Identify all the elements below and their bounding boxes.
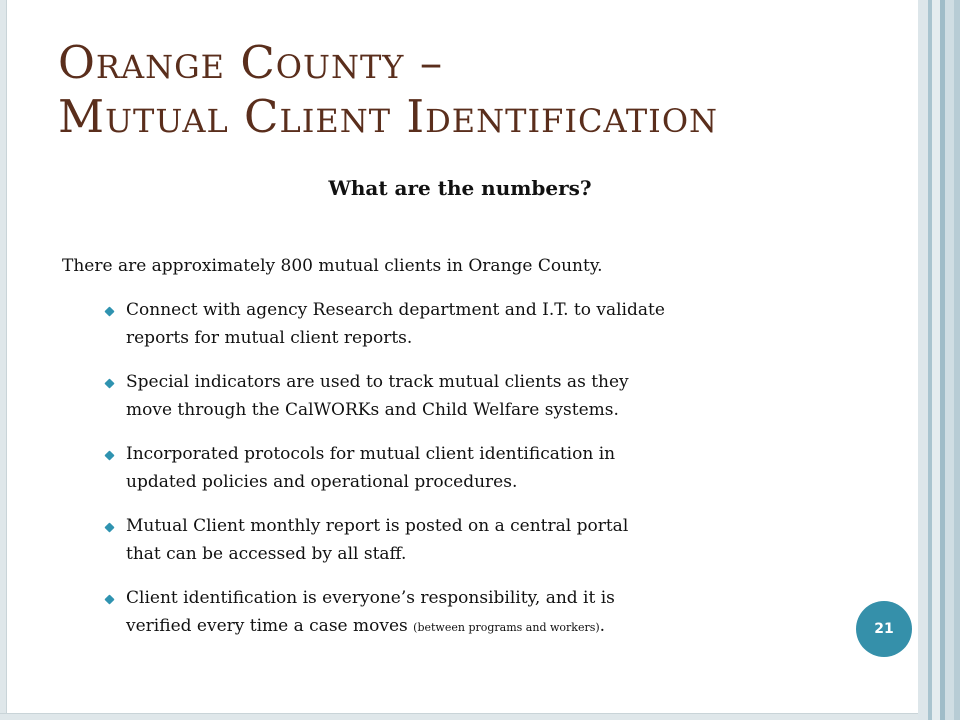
side-bar [954, 0, 960, 720]
bullet-list [105, 296, 865, 658]
intro-text: There are approximately 800 mutual clients in Orange County. [62, 256, 603, 276]
decorative-side-bars [918, 0, 960, 720]
bullet-text-line: Mutual Client monthly report is posted on a central portal [126, 516, 629, 536]
diamond-bullet-icon [104, 594, 114, 604]
diamond-bullet-icon [104, 306, 114, 316]
bullet-text-parenthetical: (between programs and workers) [413, 621, 600, 634]
bullet-text-line: move through the CalWORKs and Child Welfare systems. [126, 400, 619, 420]
bullet-text-line: Special indicators are used to track mutual clients as they [126, 372, 629, 392]
diamond-bullet-icon [104, 378, 114, 388]
bullet-text-line [126, 612, 865, 642]
slide-frame-left [0, 0, 7, 720]
side-bar [945, 0, 954, 720]
bullet-text-line: updated policies and operational procedures. [126, 472, 518, 492]
side-bar [932, 0, 940, 720]
bullet-text-line: Connect with agency Research department and I.T. to validate [126, 300, 665, 320]
bullet-item [105, 584, 865, 642]
slide-title-line1: Orange County – [58, 36, 444, 89]
bullet-text-period: . [599, 616, 606, 636]
diamond-bullet-icon [104, 450, 114, 460]
bullet-item [105, 440, 865, 496]
slide-subtitle: What are the numbers? [328, 176, 592, 200]
bullet-text-line: that can be accessed by all staff. [126, 544, 407, 564]
bullet-text-line: reports for mutual client reports. [126, 328, 413, 348]
bullet-text-main: verified every time a case moves [126, 616, 414, 636]
bullet-item [105, 296, 865, 352]
diamond-bullet-icon [104, 522, 114, 532]
side-bar [918, 0, 928, 720]
page-number: 21 [874, 621, 894, 637]
bullet-item [105, 368, 865, 424]
slide-title [58, 36, 718, 144]
page-number-badge [856, 601, 912, 657]
bullet-item [105, 512, 865, 568]
slide-title-line2: Mutual Client Identification [58, 90, 719, 143]
slide-frame-bottom [0, 713, 920, 720]
bullet-text-line: Incorporated protocols for mutual client identification in [126, 444, 616, 464]
bullet-text-line: Client identification is everyone’s responsibility, and it is [126, 588, 615, 608]
